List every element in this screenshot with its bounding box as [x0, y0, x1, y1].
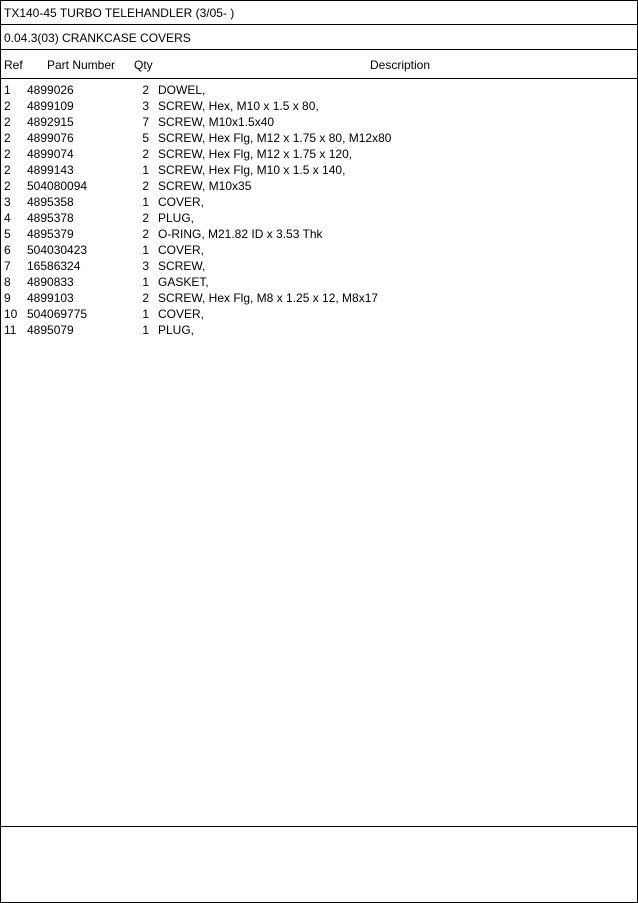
part-number-cell: 4899103: [27, 291, 74, 305]
table-row: [1, 82, 637, 98]
description-cell: SCREW, Hex Flg, M12 x 1.75 x 120,: [158, 147, 353, 161]
qty-cell: 3: [142, 99, 149, 113]
description-cell: COVER,: [158, 307, 205, 321]
part-number-cell: 4895379: [27, 227, 74, 241]
part-number-cell: 4895079: [27, 323, 74, 337]
part-number-cell: 4899143: [27, 163, 74, 177]
description-cell: PLUG,: [158, 211, 195, 225]
table-row: [1, 178, 637, 194]
part-number-cell: 4892915: [27, 115, 74, 129]
table-row: [1, 258, 637, 274]
description-cell: SCREW, Hex Flg, M12 x 1.75 x 80, M12x80: [158, 131, 392, 145]
qty-cell: 2: [142, 291, 149, 305]
table-row: [1, 242, 637, 258]
description-cell: SCREW, M10x1.5x40: [158, 115, 275, 129]
ref-cell: 4: [4, 211, 11, 225]
ref-cell: 2: [4, 179, 11, 193]
description-cell: DOWEL,: [158, 83, 206, 97]
ref-cell: 11: [4, 323, 17, 337]
description-cell: SCREW, Hex Flg, M8 x 1.25 x 12, M8x17: [158, 291, 379, 305]
part-number-cell: 504080094: [27, 179, 88, 193]
description-cell: O-RING, M21.82 ID x 3.53 Thk: [158, 227, 323, 241]
ref-cell: 1: [4, 83, 11, 97]
part-number-cell: 504030423: [27, 243, 88, 257]
table-row: [1, 306, 637, 322]
table-row: [1, 210, 637, 226]
ref-cell: 5: [4, 227, 11, 241]
qty-cell: 2: [142, 179, 149, 193]
qty-cell: 1: [142, 195, 149, 209]
part-number-cell: 4890833: [27, 275, 74, 289]
qty-cell: 2: [142, 211, 149, 225]
ref-cell: 9: [4, 291, 11, 305]
column-header-qty: Qty: [134, 58, 153, 72]
qty-cell: 1: [142, 323, 149, 337]
ref-cell: 2: [4, 163, 11, 177]
part-number-cell: 4899026: [27, 83, 74, 97]
table-row: [1, 274, 637, 290]
parts-list: [1, 82, 637, 338]
part-number-cell: 4899076: [27, 131, 74, 145]
part-number-cell: 4899109: [27, 99, 74, 113]
page-title: TX140-45 TURBO TELEHANDLER (3/05- ): [4, 6, 235, 20]
qty-cell: 1: [142, 275, 149, 289]
table-row: [1, 322, 637, 338]
description-cell: COVER,: [158, 195, 205, 209]
qty-cell: 3: [142, 259, 149, 273]
table-row: [1, 194, 637, 210]
description-cell: SCREW, M10x35: [158, 179, 252, 193]
ref-cell: 2: [4, 99, 11, 113]
description-cell: SCREW, Hex, M10 x 1.5 x 80,: [158, 99, 319, 113]
ref-cell: 6: [4, 243, 11, 257]
description-cell: GASKET,: [158, 275, 209, 289]
description-cell: COVER,: [158, 243, 205, 257]
qty-cell: 2: [142, 227, 149, 241]
ref-cell: 7: [4, 259, 11, 273]
ref-cell: 8: [4, 275, 11, 289]
qty-cell: 2: [142, 83, 149, 97]
description-cell: PLUG,: [158, 323, 195, 337]
ref-cell: 2: [4, 147, 11, 161]
qty-cell: 1: [142, 307, 149, 321]
column-header-part-number: Part Number: [47, 58, 116, 72]
table-row: [1, 162, 637, 178]
table-row: [1, 290, 637, 306]
part-number-cell: 504069775: [27, 307, 88, 321]
qty-cell: 1: [142, 243, 149, 257]
qty-cell: 1: [142, 163, 149, 177]
column-header-row: [1, 50, 637, 79]
description-cell: SCREW,: [158, 259, 206, 273]
table-row: [1, 130, 637, 146]
table-row: [1, 98, 637, 114]
part-number-cell: 4899074: [27, 147, 74, 161]
qty-cell: 5: [142, 131, 149, 145]
section-row: [1, 25, 637, 50]
ref-cell: 2: [4, 115, 11, 129]
column-header-description: Description: [370, 58, 431, 72]
qty-cell: 7: [142, 115, 149, 129]
part-number-cell: 4895378: [27, 211, 74, 225]
column-header-ref: Ref: [4, 58, 23, 72]
table-row: [1, 226, 637, 242]
ref-cell: 10: [4, 307, 18, 321]
part-number-cell: 16586324: [27, 259, 81, 273]
ref-cell: 3: [4, 195, 11, 209]
table-row: [1, 146, 637, 162]
part-number-cell: 4895358: [27, 195, 74, 209]
table-row: [1, 114, 637, 130]
footer-divider: [1, 826, 637, 827]
description-cell: SCREW, Hex Flg, M10 x 1.5 x 140,: [158, 163, 346, 177]
title-row: [1, 1, 637, 25]
ref-cell: 2: [4, 131, 11, 145]
section-title: 0.04.3(03) CRANKCASE COVERS: [4, 31, 191, 45]
qty-cell: 2: [142, 147, 149, 161]
